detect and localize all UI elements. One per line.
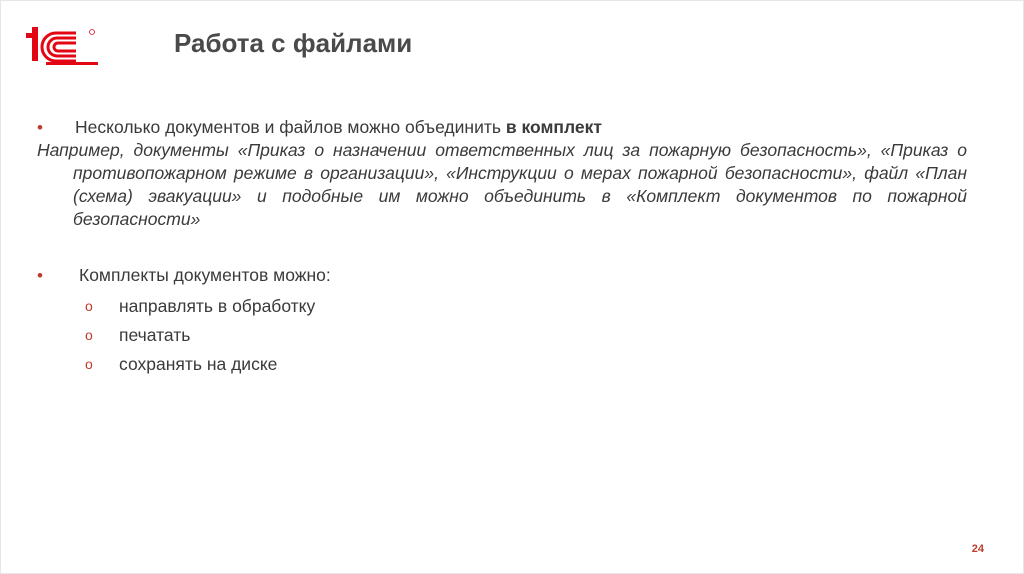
- sub-item-label: сохранять на диске: [119, 354, 278, 374]
- sub-item-label: печатать: [119, 325, 191, 345]
- 1c-logo-icon: [26, 27, 102, 67]
- example-paragraph: Например, документы «Приказ о назначении ответственных лиц за пожарную безопасность», «Приказ о противопожарном режиме в организации», «Инструкции о мерах пожарной безопасности», файл «План (схема) эвакуации» и подобные им можно объединить в «Комплект документов по пожарной безопасности»: [37, 140, 967, 229]
- bullet-marker: •: [37, 266, 43, 285]
- bullet-item-kit: [37, 116, 967, 139]
- sub-item-send: [37, 292, 967, 321]
- slide-content: [37, 116, 967, 379]
- sub-item-print: [37, 321, 967, 350]
- circle-bullet-icon: o: [85, 356, 93, 372]
- bullet-text: Комплекты документов можно:: [79, 265, 331, 285]
- bullet-marker: •: [37, 118, 43, 137]
- bullet-bold-text: в комплект: [505, 117, 602, 137]
- circle-bullet-icon: o: [85, 327, 93, 343]
- page-number: 24: [971, 543, 984, 555]
- sub-item-label: направлять в обработку: [119, 296, 316, 316]
- circle-bullet-icon: o: [85, 298, 93, 314]
- bullet-item-kits-can: [37, 264, 967, 287]
- sub-item-save: [37, 350, 967, 379]
- bullet-text: Несколько документов и файлов можно объединить: [75, 117, 506, 137]
- page-title: Работа с файлами: [174, 28, 413, 58]
- sub-list: [37, 292, 967, 379]
